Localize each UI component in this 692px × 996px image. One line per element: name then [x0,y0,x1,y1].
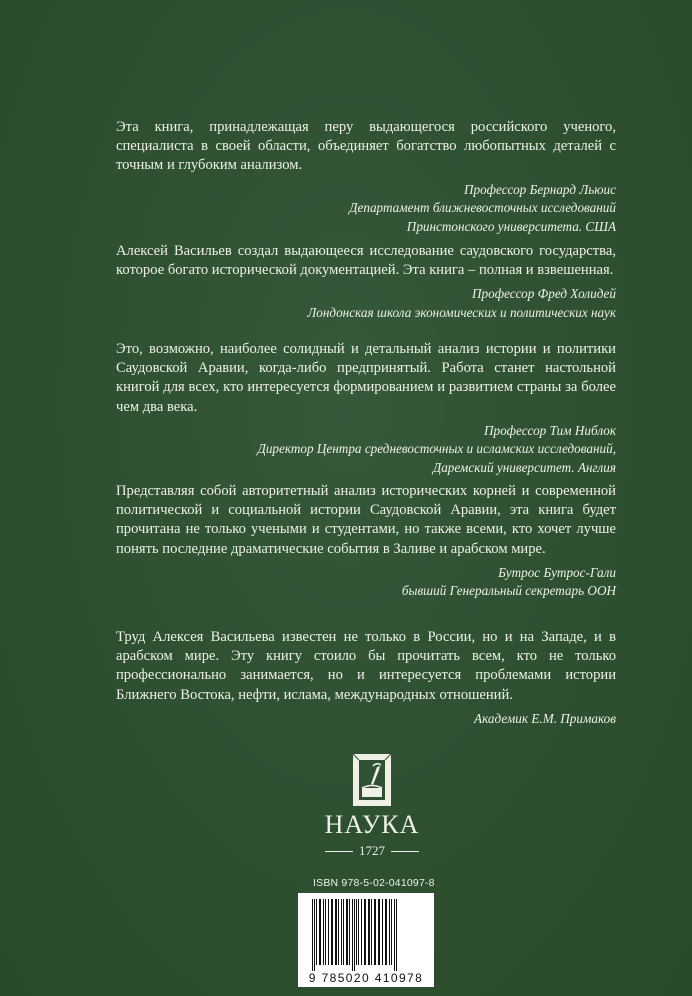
barcode-bar [328,899,329,965]
review-quote [116,340,616,477]
barcode-bar [319,899,321,965]
review-text: Труд Алексея Васильева известен не только в России, но и на Западе, и в арабском мире. Эту книгу стоило бы прочитать всем, кто не только профессионально занимается, но и интересуется проблемами истории Ближнего Востока, нефти, ислама, международных отношений. [116,629,616,703]
attribution-line: Даремский университет. Англия [432,459,616,475]
barcode-bar [371,899,372,965]
publisher-logo [311,752,433,859]
barcode-bar [338,899,339,965]
attribution-line: Профессор Тим Ниблок [483,422,616,438]
barcode-bar [356,899,357,965]
barcode-bar [341,899,342,965]
barcode [298,893,434,987]
review-attribution [116,710,616,729]
nauka-logo-icon [349,752,395,808]
barcode-bar [385,899,387,965]
barcode-graphic [298,893,434,987]
isbn-label: ISBN 978-5-02-041097-8 [313,877,435,889]
barcode-bar [368,899,370,965]
review-text: Представляя собой авторитетный анализ исторических корней и современной политической и социальной истории Саудовской Аравии, эта книга будет прочитана не только учеными и студентами, но также всеми, кто хочет лучше понять последние драматические события в Заливе и арабском мире. [116,483,616,557]
barcode-digits: 9 785020 410978 [308,971,424,985]
barcode-bar [349,899,350,965]
barcode-bar [391,899,392,965]
barcode-bar [346,899,348,965]
barcode-bar [316,899,317,965]
review-quote [116,242,616,322]
barcode-bar [335,899,337,965]
publisher-year-row [311,843,433,859]
publisher-year: 1727 [359,843,385,858]
review-text: Алексей Васильев создал выдающееся исследование саудовского государства, которое богато исторической документацией. Эта книга – полная и взвешенная. [116,243,616,279]
attribution-line: Бутрос Бутрос-Гали [498,564,616,580]
attribution-line: Академик Е.М. Примаков [474,710,616,726]
barcode-bar [354,899,355,971]
barcode-bar [396,899,397,971]
barcode-bar [358,899,359,965]
barcode-bar [389,899,390,965]
divider [325,851,353,852]
barcode-bar [325,899,326,965]
attribution-line: Директор Центра средневосточных и исламских исследований, [257,441,616,457]
attribution-line: бывший Генеральный секретарь ООН [401,583,616,599]
attribution-line: Лондонская школа экономических и политических наук [307,304,616,320]
attribution-line: Профессор Фред Холидей [472,286,616,302]
barcode-bar [382,899,383,965]
barcode-bar [374,899,376,965]
review-text: Это, возможно, наиболее солидный и детальный анализ истории и политики Саудовской Аравии, когда-либо предпринятый. Работа станет настольной книгой для всех, кто интересуется формированием и развитием страны за более чем два века. [116,341,616,415]
review-quote [116,628,616,728]
review-quote [116,482,616,601]
barcode-bar [331,899,333,965]
barcode-bar [364,899,366,965]
review-attribution [116,564,616,601]
review-attribution [116,422,616,478]
barcode-bar [352,899,353,971]
review-text: Эта книга, принадлежащая перу выдающегося российского ученого, специалиста в своей области, объединяет богатство любопытных деталей с точным и глубоким анализом. [116,119,616,174]
attribution-line: Департамент ближневосточных исследований [349,200,616,216]
review-quote [116,118,616,236]
barcode-bar [323,899,324,965]
barcode-bar [343,899,344,965]
barcode-bar [361,899,362,965]
publisher-name: НАУКА [324,810,420,839]
barcode-bar [378,899,380,965]
attribution-line: Принстонского университета. США [406,218,616,234]
barcode-bar [394,899,395,971]
barcode-bar [312,899,313,971]
divider [391,851,419,852]
barcode-bar [314,899,315,971]
attribution-line: Профессор Бернард Льюис [463,181,616,197]
review-attribution [116,181,616,237]
review-attribution [116,285,616,322]
